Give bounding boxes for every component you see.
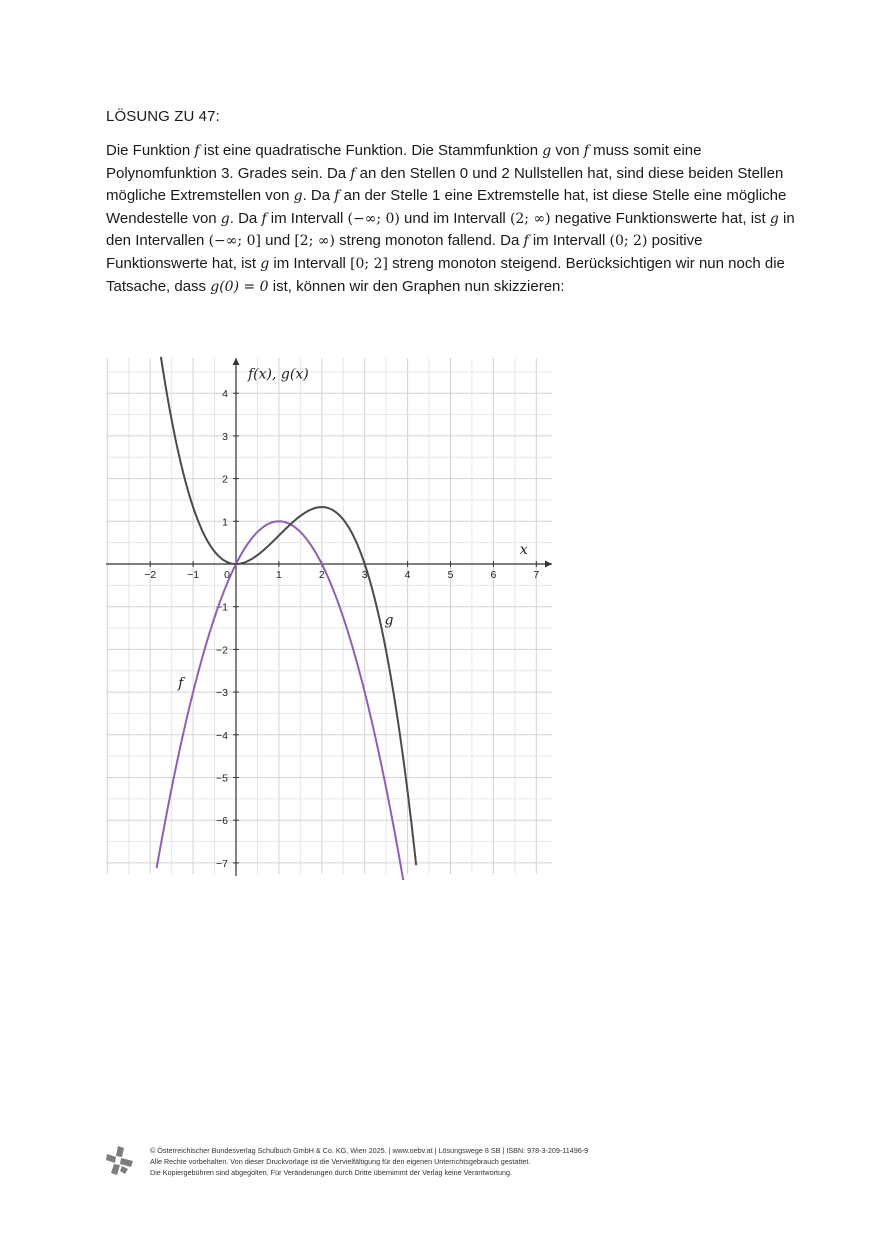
- x-tick-label: 3: [361, 569, 368, 581]
- series-label-g: g: [384, 612, 394, 629]
- x-tick-label: 4: [404, 569, 411, 581]
- y-tick-label: −3: [216, 687, 228, 700]
- text-segment: negative Funktionswerte hat, ist: [550, 209, 770, 227]
- fees-line: Die Kopiergebühren sind abgegolten. Für Veränderungen durch Dritte übernimmt der Verlag keine Verantwortung.: [150, 1168, 512, 1177]
- math-variable: g: [220, 210, 230, 227]
- y-axis-arrow: [233, 358, 240, 365]
- y-tick-label: −5: [216, 772, 228, 785]
- text-segment: ist, können wir den Graphen nun skizzieren:: [268, 277, 565, 295]
- x-tick-label: −1: [187, 569, 200, 581]
- text-segment: von: [551, 142, 584, 159]
- y-tick-label: −2: [216, 644, 228, 657]
- math-variable: f: [194, 143, 200, 159]
- y-tick-label: 2: [222, 473, 228, 486]
- y-tick-label: −1: [216, 601, 228, 614]
- y-tick-label: 1: [222, 516, 228, 529]
- math-variable: g: [293, 188, 303, 205]
- math-variable: g: [260, 255, 270, 272]
- chart-grid: [106, 358, 552, 874]
- math-variable: f: [350, 165, 356, 182]
- x-tick-label: 7: [533, 569, 540, 581]
- x-tick-label: 1: [275, 569, 282, 581]
- x-tick-label: −2: [144, 569, 157, 581]
- x-tick-label: 2: [318, 569, 325, 581]
- function-graph: [100, 352, 560, 880]
- text-segment: streng monoton fallend. Da: [335, 232, 524, 250]
- y-tick-label: −6: [216, 815, 228, 828]
- y-axis-label: f(x), g(x): [248, 366, 309, 383]
- y-tick-label: 4: [222, 388, 228, 401]
- math-variable: g: [542, 143, 552, 159]
- copyright-notice: [150, 1145, 588, 1178]
- text-segment: Die Funktion: [106, 142, 195, 159]
- text-segment: positive Funktionswerte hat, ist: [106, 232, 703, 272]
- math-expression: g(0) = 0: [210, 278, 269, 295]
- math-interval: (0; 2): [609, 233, 648, 250]
- text-segment: muss somit eine Polynomfunktion 3. Grades sein. Da: [106, 142, 702, 182]
- text-segment: und: [260, 232, 295, 250]
- math-interval: [2; ∞): [294, 233, 336, 250]
- x-tick-label: 6: [490, 569, 497, 581]
- y-tick-label: −7: [216, 857, 228, 870]
- x-axis-label: x: [519, 542, 528, 558]
- math-interval: (−∞; 0): [347, 210, 400, 227]
- text-segment: an der Stelle 1 eine Extremstelle hat, ist diese Stelle eine mögliche Wendestelle von: [106, 187, 787, 227]
- math-interval: (−∞; 0]: [208, 233, 261, 250]
- text-segment: im Intervall: [266, 209, 348, 227]
- page-footer: [104, 1144, 804, 1184]
- logo-piece: [111, 1164, 120, 1175]
- text-segment: . Da: [229, 209, 262, 227]
- text-segment: und im Intervall: [399, 209, 510, 227]
- oebv-logo-icon: [104, 1144, 136, 1176]
- x-axis-arrow: [545, 561, 552, 568]
- math-variable: f: [334, 188, 340, 205]
- y-tick-label: −4: [216, 729, 228, 742]
- solution-paragraph: [106, 140, 796, 298]
- text-segment: . Da: [302, 187, 335, 205]
- chart-ticks: [144, 388, 539, 870]
- logo-piece: [120, 1158, 133, 1167]
- chart-labels: [177, 366, 528, 691]
- math-interval: [0; 2]: [350, 255, 388, 272]
- rights-line: Alle Rechte vorbehalten. Von dieser Druckvorlage ist die Vervielfältigung für den eigenen Unterrichtsgebrauch gestattet.: [150, 1157, 531, 1166]
- copyright-line: © Österreichischer Bundesverlag Schulbuch GmbH & Co. KG, Wien 2025. | www.oebv.at | Lösungswege 8 SB | ISBN: 978-3-209-11496-9: [150, 1146, 589, 1155]
- x-tick-label: 5: [447, 569, 454, 581]
- math-variable: f: [261, 210, 267, 227]
- text-segment: an den Stellen 0 und 2 Nullstellen hat, sind diese beiden Stellen mögliche Extremstellen von: [106, 164, 784, 205]
- text-segment: streng monoton steigend. Berücksichtigen wir nun noch die Tatsache, dass: [106, 254, 785, 295]
- text-segment: im Intervall: [269, 254, 351, 272]
- y-tick-label: 3: [222, 430, 228, 443]
- series-label-f: f: [178, 675, 184, 692]
- math-variable: f: [523, 233, 529, 250]
- math-interval: (2; ∞): [509, 210, 551, 227]
- math-variable: f: [583, 143, 589, 159]
- series-curve-g: [161, 357, 416, 865]
- logo-piece: [120, 1166, 128, 1174]
- logo-piece: [106, 1154, 116, 1163]
- solution-heading: LÖSUNG ZU 47:: [106, 108, 220, 125]
- x-tick-label: 0: [224, 569, 230, 581]
- logo-piece: [116, 1146, 124, 1157]
- math-variable: g: [769, 210, 779, 227]
- text-segment: ist eine quadratische Funktion. Die Stammfunktion: [199, 142, 543, 159]
- text-segment: im Intervall: [528, 232, 610, 250]
- text-segment: in den Intervallen: [106, 209, 795, 250]
